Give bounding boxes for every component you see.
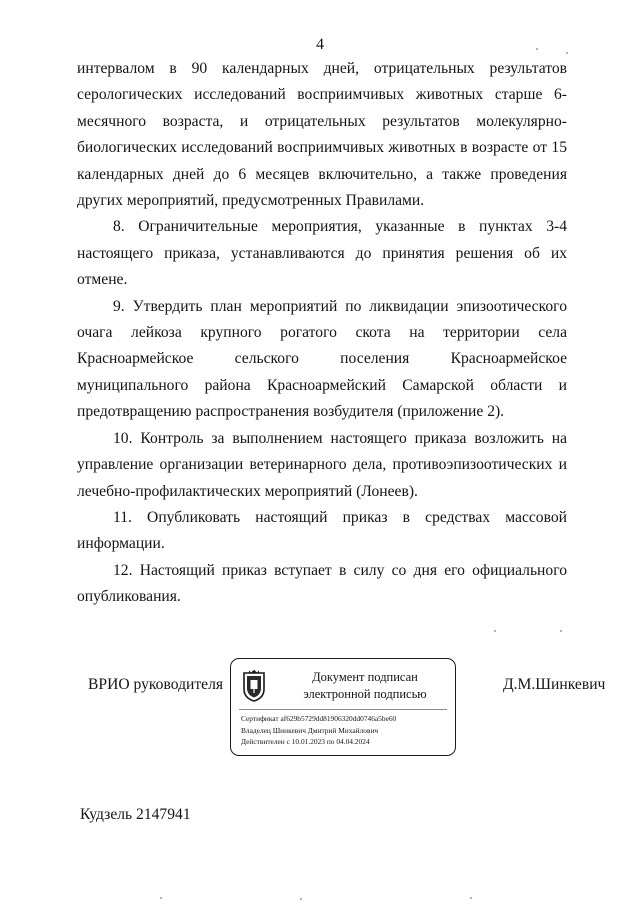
paragraph-item-12: 12. Настоящий приказ вступает в силу со дня его официального опубликования. [77, 561, 567, 606]
electronic-signature-stamp [230, 658, 456, 756]
paragraph-continuation: интервалом в 90 календарных дней, отрицательных результатов серологических исследований восприимчивых животных старше 6-месячного возраста, и отрицательных результатов молекулярно-биологических исследований восприимчивых животных в возрасте от 15 календарных дней до 6 месяцев включительно, а также проведения других мероприятий, предусмотренных Правилами. [77, 60, 567, 210]
executor-note: Кудзель 2147941 [80, 806, 191, 823]
stamp-details [241, 713, 451, 748]
paragraph-item-9: 9. Утвердить план мероприятий по ликвидации эпизоотического очага лейкоза крупного рогатого скота на территории села Красноармейское сельского поселения Красноармейское муниципального района Красноармейский Самарской области и предотвращению распространения возбудителя (приложение 2). [77, 297, 567, 421]
scan-speck [300, 898, 302, 900]
stamp-certificate: Сертификат af629b5729dd81906320dd0746a5be60 [241, 714, 397, 723]
page-number: 4 [316, 36, 324, 53]
stamp-owner: Владелец Шинкевич Дмитрий Михайлович [241, 725, 379, 735]
scan-speck [494, 630, 496, 632]
samara-region-coat-of-arms-icon [241, 669, 267, 703]
stamp-divider [239, 709, 447, 710]
signatory-position: ВРИО руководителя [88, 676, 224, 693]
scan-speck [536, 48, 538, 50]
stamp-validity: Действителен с 10.01.2023 по 04.04.2024 [241, 737, 370, 746]
scan-speck [470, 897, 472, 899]
order-body [77, 56, 567, 611]
stamp-title-line-1: Документ подписан [312, 670, 418, 684]
scan-speck [560, 630, 562, 632]
paragraph-item-10: 10. Контроль за выполнением настоящего приказа возложить на управление организации ветеринарного дела, противоэпизоотических и лечебно-профилактических мероприятий (Лонеев). [77, 429, 567, 500]
scan-speck [160, 897, 162, 899]
stamp-title [285, 669, 445, 703]
scan-speck [566, 52, 568, 54]
signatory-name: Д.М.Шинкевич [503, 676, 606, 693]
stamp-title-line-2: электронной подписью [303, 687, 427, 701]
paragraph-item-11: 11. Опубликовать настоящий приказ в средствах массовой информации. [77, 508, 567, 553]
paragraph-item-8: 8. Ограничительные мероприятия, указанные в пунктах 3-4 настоящего приказа, устанавливаются до принятия решения об их отмене. [77, 218, 567, 289]
